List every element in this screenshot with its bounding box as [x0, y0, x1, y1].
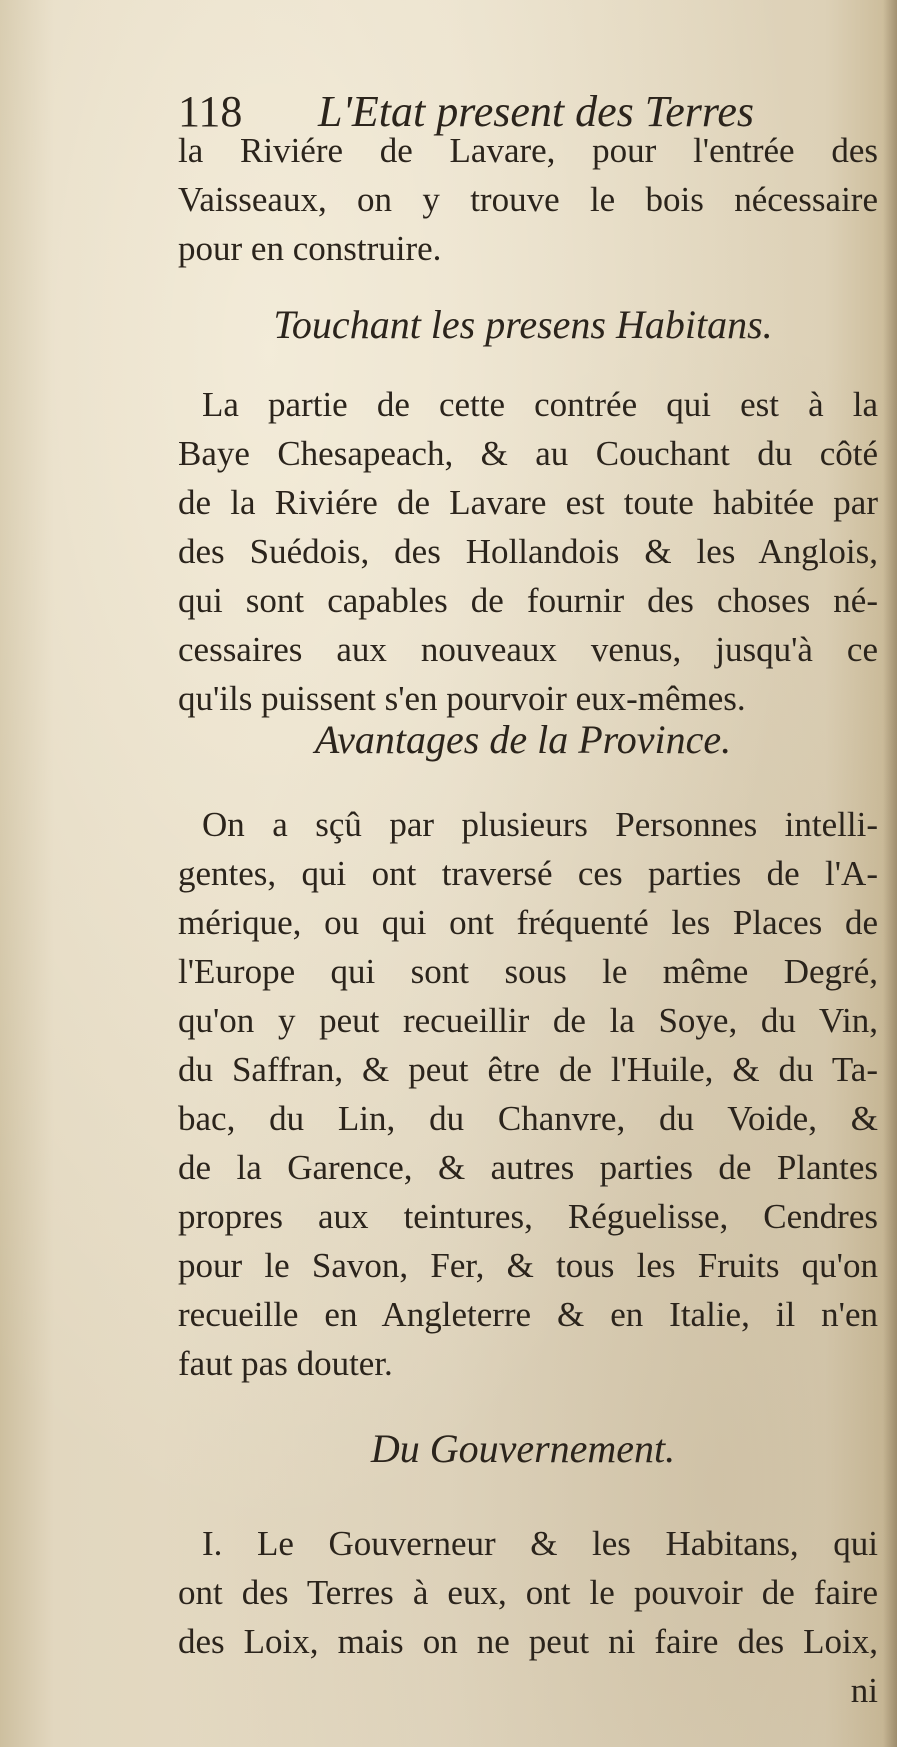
catchword: ni	[850, 1671, 878, 1710]
text-line: pour le Savon, Fer, & tous les Fruits qu'on	[178, 1246, 878, 1285]
page-number: 118	[178, 87, 243, 136]
text-line: La partie de cette contrée qui est à la	[202, 385, 878, 424]
text-line: gentes, qui ont traversé ces parties de l'A-	[178, 854, 878, 893]
text-line: mérique, ou qui ont fréquenté les Places de	[178, 903, 878, 942]
section-heading: Touchant les presens Habitans.	[273, 302, 773, 347]
text-line: Baye Chesapeach, & au Couchant du côté	[178, 434, 878, 473]
text-line: Vaisseaux, on y trouve le bois nécessaire	[178, 180, 878, 219]
text-line: pour en construire.	[178, 229, 442, 268]
text-line: de la Riviére de Lavare est toute habitée par	[178, 483, 878, 522]
running-head: L'Etat present des Terres	[318, 87, 754, 136]
text-line: I. Le Gouverneur & les Habitans, qui	[202, 1524, 878, 1563]
text-line: faut pas douter.	[178, 1344, 393, 1383]
text-line: du Saffran, & peut être de l'Huile, & du Ta-	[178, 1050, 878, 1089]
text-line: des Suédois, des Hollandois & les Anglois,	[178, 532, 878, 571]
text-line: la Riviére de Lavare, pour l'entrée des	[178, 131, 878, 170]
text-line: recueille en Angleterre & en Italie, il n'en	[178, 1295, 878, 1334]
text-line: qui sont capables de fournir des choses né-	[178, 581, 878, 620]
text-line: On a sçû par plusieurs Personnes intelli-	[202, 805, 878, 844]
text-line: des Loix, mais on ne peut ni faire des Loix,	[178, 1622, 878, 1661]
text-line: cessaires aux nouveaux venus, jusqu'à ce	[178, 630, 878, 669]
text-line: qu'ils puissent s'en pourvoir eux-mêmes.	[178, 679, 746, 718]
page-gutter-shadow	[883, 0, 897, 1747]
section-heading: Avantages de la Province.	[314, 717, 732, 762]
text-line: propres aux teintures, Réguelisse, Cendres	[178, 1197, 878, 1236]
text-line: de la Garence, & autres parties de Plantes	[178, 1148, 878, 1187]
text-line: bac, du Lin, du Chanvre, du Voide, &	[178, 1099, 878, 1138]
text-line: qu'on y peut recueillir de la Soye, du Vin,	[178, 1001, 878, 1040]
text-line: l'Europe qui sont sous le même Degré,	[178, 952, 878, 991]
text-line: ont des Terres à eux, ont le pouvoir de faire	[178, 1573, 878, 1612]
section-heading: Du Gouvernement.	[370, 1426, 676, 1471]
